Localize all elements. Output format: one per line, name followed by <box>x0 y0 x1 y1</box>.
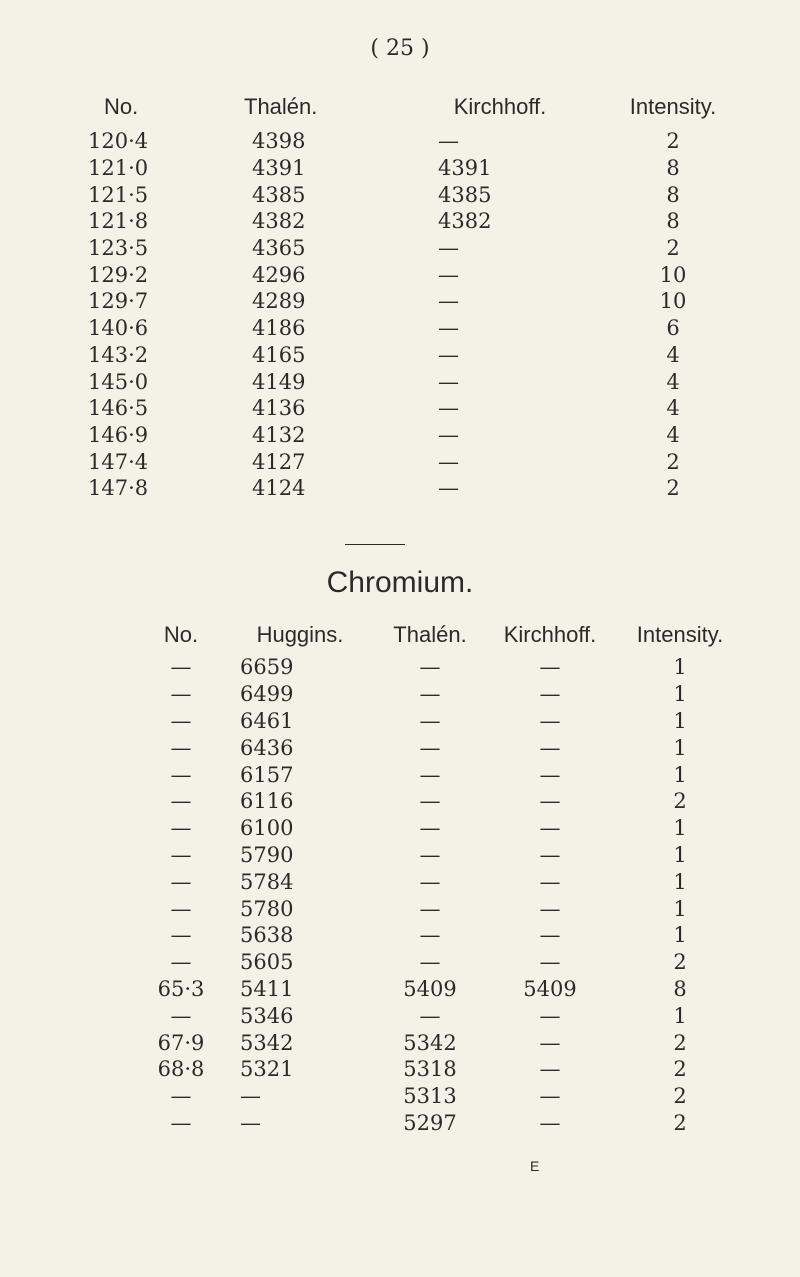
table-cell: — <box>419 708 441 733</box>
table-cell: 6499 <box>240 682 294 707</box>
table-cell: 4365 <box>252 236 306 261</box>
table-cell: 2 <box>666 449 680 474</box>
table-cell: — <box>240 1084 261 1109</box>
table-cell: — <box>438 396 459 421</box>
table-cell: — <box>170 1084 192 1109</box>
table-row <box>88 342 758 369</box>
table-row <box>88 181 758 208</box>
table-cell: 4 <box>666 342 680 367</box>
table-cell: 6659 <box>240 655 294 680</box>
table-cell: — <box>419 762 441 787</box>
section-divider <box>345 544 405 545</box>
table-row <box>142 1083 740 1110</box>
table-cell: — <box>539 869 561 894</box>
header-thalen: Thalén. <box>393 622 467 647</box>
table-cell: 1 <box>673 708 687 733</box>
table-row <box>88 155 758 182</box>
table-cell: — <box>170 816 192 841</box>
table-cell: — <box>539 950 561 975</box>
table-cell: 1 <box>673 762 687 787</box>
table-cell: — <box>170 1110 192 1135</box>
table-row <box>142 788 740 815</box>
table-cell: 4382 <box>252 209 306 234</box>
table-cell: — <box>438 422 459 447</box>
table-cell: 5411 <box>240 976 294 1001</box>
table-cell: 146·9 <box>88 422 149 447</box>
table-cell: 5297 <box>403 1110 457 1135</box>
table-row <box>142 1056 740 1083</box>
header-kirchhoff: Kirchhoff. <box>453 94 547 119</box>
table-cell: 1 <box>673 682 687 707</box>
table-row <box>142 976 740 1003</box>
table-cell: 123·5 <box>88 236 149 261</box>
table-cell: — <box>419 735 441 760</box>
table-cell: 5605 <box>240 950 294 975</box>
table-cell: 4296 <box>252 262 306 287</box>
table-cell: 68·8 <box>157 1057 205 1082</box>
table-cell: 4391 <box>252 156 306 181</box>
table-row <box>142 815 740 842</box>
table-cell: 1 <box>673 896 687 921</box>
table-cell: 4289 <box>252 289 306 314</box>
header-huggins: Huggins. <box>256 622 344 647</box>
table-cell: 10 <box>659 262 687 287</box>
header-no: No. <box>104 94 139 119</box>
table-cell: — <box>419 789 441 814</box>
table-cell: 8 <box>666 209 680 234</box>
table-cell: — <box>438 449 459 474</box>
table-row <box>88 475 758 502</box>
page-number: ( 25 ) <box>370 36 430 61</box>
table-cell: 4165 <box>252 342 306 367</box>
table-cell: — <box>170 896 192 921</box>
table-cell: 147·8 <box>88 476 149 501</box>
table-cell: 121·5 <box>88 182 149 207</box>
signature-mark: E <box>530 1158 540 1174</box>
table-cell: 1 <box>673 869 687 894</box>
table-cell: 1 <box>673 923 687 948</box>
table-cell: 4186 <box>252 316 306 341</box>
iron-lines-table <box>88 86 758 502</box>
table-cell: — <box>419 1003 441 1028</box>
table-cell: — <box>419 655 441 680</box>
header-intensity: Intensity. <box>629 94 717 119</box>
table-cell: 121·8 <box>88 209 149 234</box>
table-cell: 65·3 <box>157 976 205 1001</box>
table-cell: — <box>419 923 441 948</box>
table-row <box>142 681 740 708</box>
table-cell: — <box>438 289 459 314</box>
table-cell: 1 <box>673 735 687 760</box>
table-header-row <box>142 616 740 654</box>
table-cell: — <box>438 236 459 261</box>
table-row <box>142 654 740 681</box>
table-cell: 2 <box>666 129 680 154</box>
table-cell: 5313 <box>403 1084 457 1109</box>
table-cell: 143·2 <box>88 342 149 367</box>
table-cell: 4149 <box>252 369 306 394</box>
table-cell: — <box>539 816 561 841</box>
table-row <box>88 368 758 395</box>
table-cell: — <box>438 262 459 287</box>
table-row <box>88 395 758 422</box>
chromium-lines-table <box>142 616 740 1136</box>
table-cell: 4124 <box>252 476 306 501</box>
table-row <box>142 922 740 949</box>
header-no: No. <box>163 622 199 647</box>
table-cell: — <box>438 342 459 367</box>
table-cell: 5321 <box>240 1057 294 1082</box>
table-cell: 1 <box>673 842 687 867</box>
table-cell: — <box>438 129 459 154</box>
table-cell: 4132 <box>252 422 306 447</box>
section-title: Chromium. <box>326 566 474 599</box>
table-cell: 2 <box>673 1057 687 1082</box>
table-cell: — <box>539 655 561 680</box>
table-cell: 129·7 <box>88 289 149 314</box>
table-cell: — <box>539 708 561 733</box>
table-cell: 4 <box>666 396 680 421</box>
table-cell: — <box>539 682 561 707</box>
table-cell: — <box>539 1030 561 1055</box>
table-row <box>142 761 740 788</box>
table-cell: 121·0 <box>88 156 149 181</box>
table-cell: — <box>240 1110 261 1135</box>
table-cell: 2 <box>673 1084 687 1109</box>
table-cell: 2 <box>673 1030 687 1055</box>
table-cell: 5409 <box>403 976 457 1001</box>
table-row <box>88 235 758 262</box>
table-cell: 6461 <box>240 708 294 733</box>
table-cell: 5638 <box>240 923 294 948</box>
table-row <box>142 868 740 895</box>
table-cell: 1 <box>673 1003 687 1028</box>
table-cell: 1 <box>673 816 687 841</box>
table-cell: 2 <box>666 476 680 501</box>
table-cell: — <box>170 789 192 814</box>
table-cell: — <box>419 896 441 921</box>
table-cell: 8 <box>673 976 687 1001</box>
table-cell: 129·2 <box>88 262 149 287</box>
table-row <box>142 842 740 869</box>
table-row <box>142 895 740 922</box>
table-cell: 4 <box>666 422 680 447</box>
table-cell: 4136 <box>252 396 306 421</box>
table-cell: — <box>419 842 441 867</box>
table-cell: — <box>539 1084 561 1109</box>
table-cell: — <box>438 316 459 341</box>
table-cell: — <box>170 655 192 680</box>
table-row <box>142 949 740 976</box>
table-cell: 4385 <box>252 182 306 207</box>
table-cell: 2 <box>666 236 680 261</box>
table-cell: 8 <box>666 182 680 207</box>
table-cell: 8 <box>666 156 680 181</box>
table-row <box>142 1029 740 1056</box>
table-cell: — <box>539 1057 561 1082</box>
table-cell: 5342 <box>240 1030 294 1055</box>
table-cell: — <box>539 735 561 760</box>
table-cell: 5790 <box>240 842 294 867</box>
table-cell: 67·9 <box>157 1030 205 1055</box>
table-cell: 2 <box>673 950 687 975</box>
table-cell: — <box>170 869 192 894</box>
table-cell: 147·4 <box>88 449 149 474</box>
table-row <box>88 315 758 342</box>
table-cell: 4385 <box>438 182 492 207</box>
table-cell: 4382 <box>438 209 492 234</box>
table-cell: — <box>419 869 441 894</box>
table-cell: 6 <box>666 316 680 341</box>
table-cell: 5780 <box>240 896 294 921</box>
table-row <box>142 1002 740 1029</box>
table-cell: 4127 <box>252 449 306 474</box>
header-intensity: Intensity. <box>636 622 724 647</box>
table-cell: — <box>170 923 192 948</box>
table-row <box>142 734 740 761</box>
table-cell: — <box>539 923 561 948</box>
table-cell: 5784 <box>240 869 294 894</box>
table-cell: 120·4 <box>88 129 149 154</box>
table-cell: — <box>170 950 192 975</box>
table-cell: — <box>539 789 561 814</box>
table-cell: 5318 <box>403 1057 457 1082</box>
table-cell: 4391 <box>438 156 492 181</box>
table-cell: — <box>419 950 441 975</box>
table-row <box>88 261 758 288</box>
table-cell: 5342 <box>403 1030 457 1055</box>
header-thalen: Thalén. <box>244 94 318 119</box>
table-cell: 10 <box>659 289 687 314</box>
table-cell: 2 <box>673 1110 687 1135</box>
table-row <box>142 708 740 735</box>
table-cell: 6436 <box>240 735 294 760</box>
table-cell: 2 <box>673 789 687 814</box>
table-cell: 6116 <box>240 789 294 814</box>
table-row <box>88 288 758 315</box>
table-cell: — <box>539 1003 561 1028</box>
table-cell: — <box>438 476 459 501</box>
table-cell: — <box>170 1003 192 1028</box>
table-cell: — <box>170 762 192 787</box>
table-cell: 6100 <box>240 816 294 841</box>
table-row <box>88 422 758 449</box>
table-cell: 4398 <box>252 129 306 154</box>
table-row <box>88 448 758 475</box>
table-cell: — <box>170 735 192 760</box>
table-cell: 145·0 <box>88 369 149 394</box>
table-row <box>142 1110 740 1137</box>
table-header-row <box>88 86 758 128</box>
table-cell: 5346 <box>240 1003 294 1028</box>
table-cell: — <box>170 842 192 867</box>
table-cell: — <box>170 708 192 733</box>
table-cell: 5409 <box>523 976 577 1001</box>
table-row <box>88 208 758 235</box>
table-cell: — <box>170 682 192 707</box>
table-cell: — <box>539 762 561 787</box>
table-cell: — <box>539 896 561 921</box>
table-cell: 140·6 <box>88 316 149 341</box>
header-kirchhoff: Kirchhoff. <box>503 622 597 647</box>
table-cell: — <box>539 842 561 867</box>
table-cell: — <box>419 816 441 841</box>
table-row <box>88 128 758 155</box>
table-cell: 4 <box>666 369 680 394</box>
table-cell: 1 <box>673 655 687 680</box>
table-cell: — <box>438 369 459 394</box>
table-cell: — <box>419 682 441 707</box>
table-cell: — <box>539 1110 561 1135</box>
table-cell: 6157 <box>240 762 294 787</box>
table-cell: 146·5 <box>88 396 149 421</box>
